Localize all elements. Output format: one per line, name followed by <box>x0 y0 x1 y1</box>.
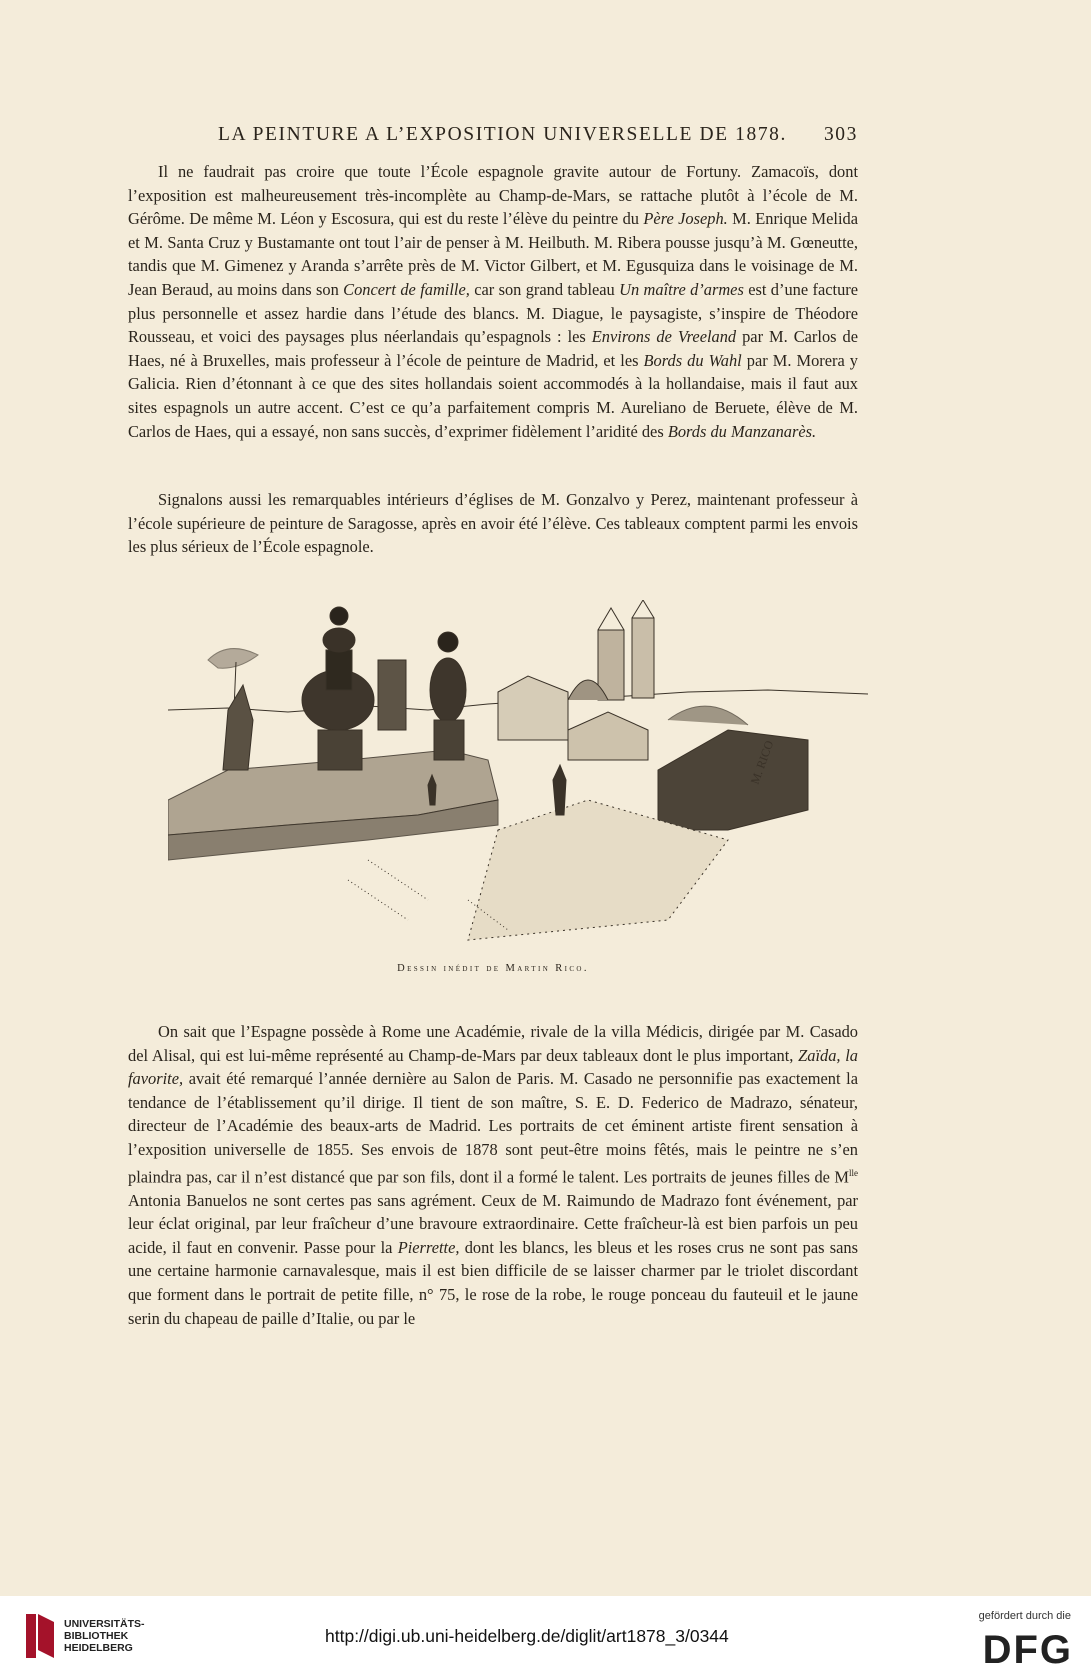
library-line: HEIDELBERG <box>64 1642 133 1654</box>
italic-title: Pierrette, <box>397 1237 460 1257</box>
paragraph-1 <box>128 160 858 443</box>
text-run: avait été remarqué l’année dernière au Salon de Paris. M. Casado ne personnifie pas exactement la tendance de l’établissement qu’il dirige. Il tient de son maître, S. E. D. Federico de Madrazo, sénateur, directeur de l’Académie des beaux-arts de Madrid. Les portraits de cet éminent artiste firent sensation à l’exposition universelle de 1855. Ses envois de 1878 sont peut-être moins fêtés, mais le peintre ne s’en plaindra pas, car il n’est distancé que par son fils, dont il a formé le talent. Les portraits de jeunes filles de M <box>128 1069 858 1187</box>
italic-title: Bords du Manzanarès. <box>667 421 817 441</box>
superscript: lle <box>849 1167 858 1178</box>
source-url-link[interactable]: http://digi.ub.uni-heidelberg.de/diglit/art1878_3/0344 <box>325 1626 729 1646</box>
figure-caption: Dessin inédit de Martin Rico. <box>397 963 589 974</box>
funding-label: gefördert durch die <box>978 1610 1071 1622</box>
text-run: par M. Carlos de Haes, né à Bruxelles, mais professeur à l’école de peinture de Madrid, et les <box>128 327 858 370</box>
text-run: On sait que l’Espagne possède à Rome une Académie, rivale de la villa Médicis, dirigée par M. Casado del Alisal, qui est lui-même représenté au Champ-de-Mars par deux tableaux dont le plus important, <box>128 1022 858 1065</box>
signature: M. RICO <box>747 738 777 787</box>
italic-title: Un maître d’armes <box>619 279 744 299</box>
italic-title: Bords du Wahl <box>643 350 742 370</box>
page-title: LA PEINTURE A L’EXPOSITION UNIVERSELLE DE 1878. <box>218 124 788 145</box>
paragraph-3 <box>128 1020 858 1330</box>
text-run: dont les blancs, les bleus et les roses crus ne sont pas sans une certaine harmonie carnavalesque, mais il est bien difficile de se laisser charmer par le triolet discordant que forment dans le portrait de petite fille, n° 75, le rose de la robe, le rouge ponceau du fauteuil et le jaune serin du chapeau de paille d’Italie, ou par le <box>128 1237 858 1328</box>
text-run: car son grand tableau <box>469 279 620 299</box>
dfg-logo: DFG <box>982 1628 1073 1672</box>
text-run: M. Enrique Melida et M. Santa Cruz y Bustamante ont tout l’air de penser à M. Heilbuth. M. Ribera pousse jusqu’à M. Gœneutte, tandis que M. Gimenez y Aranda s’arrête près de M. Victor Gilbert, et M. Egusquiza dans le voisinage de M. Jean Beraud, au moins dans son <box>128 209 858 299</box>
text-run: Il ne faudrait pas croire que toute l’École espagnole gravite autour de Fortuny. Zamacoïs, dont l’exposition est malheureusement très-incomplète au Champ-de-Mars, se rattache plutôt à l’école de M. Gérôme. De même M. Léon y Escosura, qui est du reste l’élève du peintre du <box>128 162 858 229</box>
university-library-logo-icon <box>24 1610 58 1662</box>
university-library-name <box>64 1618 145 1654</box>
paragraph-2: Signalons aussi les remarquables intérieurs d’églises de M. Gonzalvo y Perez, maintenant professeur à l’école supérieure de peinture de Saragosse, après en avoir été l’élève. Ces tableaux comptent parmi les envois les plus sérieux de l’École espagnole. <box>128 490 858 557</box>
italic-title: Concert de famille, <box>343 279 470 299</box>
illustration <box>168 600 868 950</box>
page-number: 303 <box>823 124 858 145</box>
italic-title: Environs de Vreeland <box>591 327 737 347</box>
footer-bar <box>0 1596 1091 1676</box>
text-run: par M. Morera y Galicia. Rien d’étonnant à ce que des sites hollandais soient accommodés à la hollandaise, mais il faut aux sites espagnols un autre accent. C’est ce qu’a parfaitement compris M. Aureliano de Beruete, élève de M. Carlos de Haes, qui a essayé, non sans succès, d’exprimer fidèlement l’aridité des <box>128 350 859 441</box>
library-line: UNIVERSITÄTS- <box>64 1618 145 1630</box>
italic-title: Père Joseph. <box>643 209 728 229</box>
text-run: est d’une facture plus personnelle et assez hardie dans l’étude des blancs. M. Diague, le paysagiste, s’inspire de Théodore Rousseau, et voici des paysages plus néerlandais qu’espagnols : les <box>128 279 858 347</box>
running-header <box>128 124 858 146</box>
italic-title: Zaïda, la favorite, <box>128 1045 859 1089</box>
library-line: BIBLIOTHEK <box>64 1630 129 1642</box>
text-run: Antonia Banuelos ne sont certes pas sans agrément. Ceux de M. Raimundo de Madrazo font événement, par leur éclat original, par leur fraîcheur d’une bravoure extraordinaire. Cette fraîcheur-là est bien parfois un peu acide, il faut en convenir. Passe pour la <box>128 1190 858 1257</box>
